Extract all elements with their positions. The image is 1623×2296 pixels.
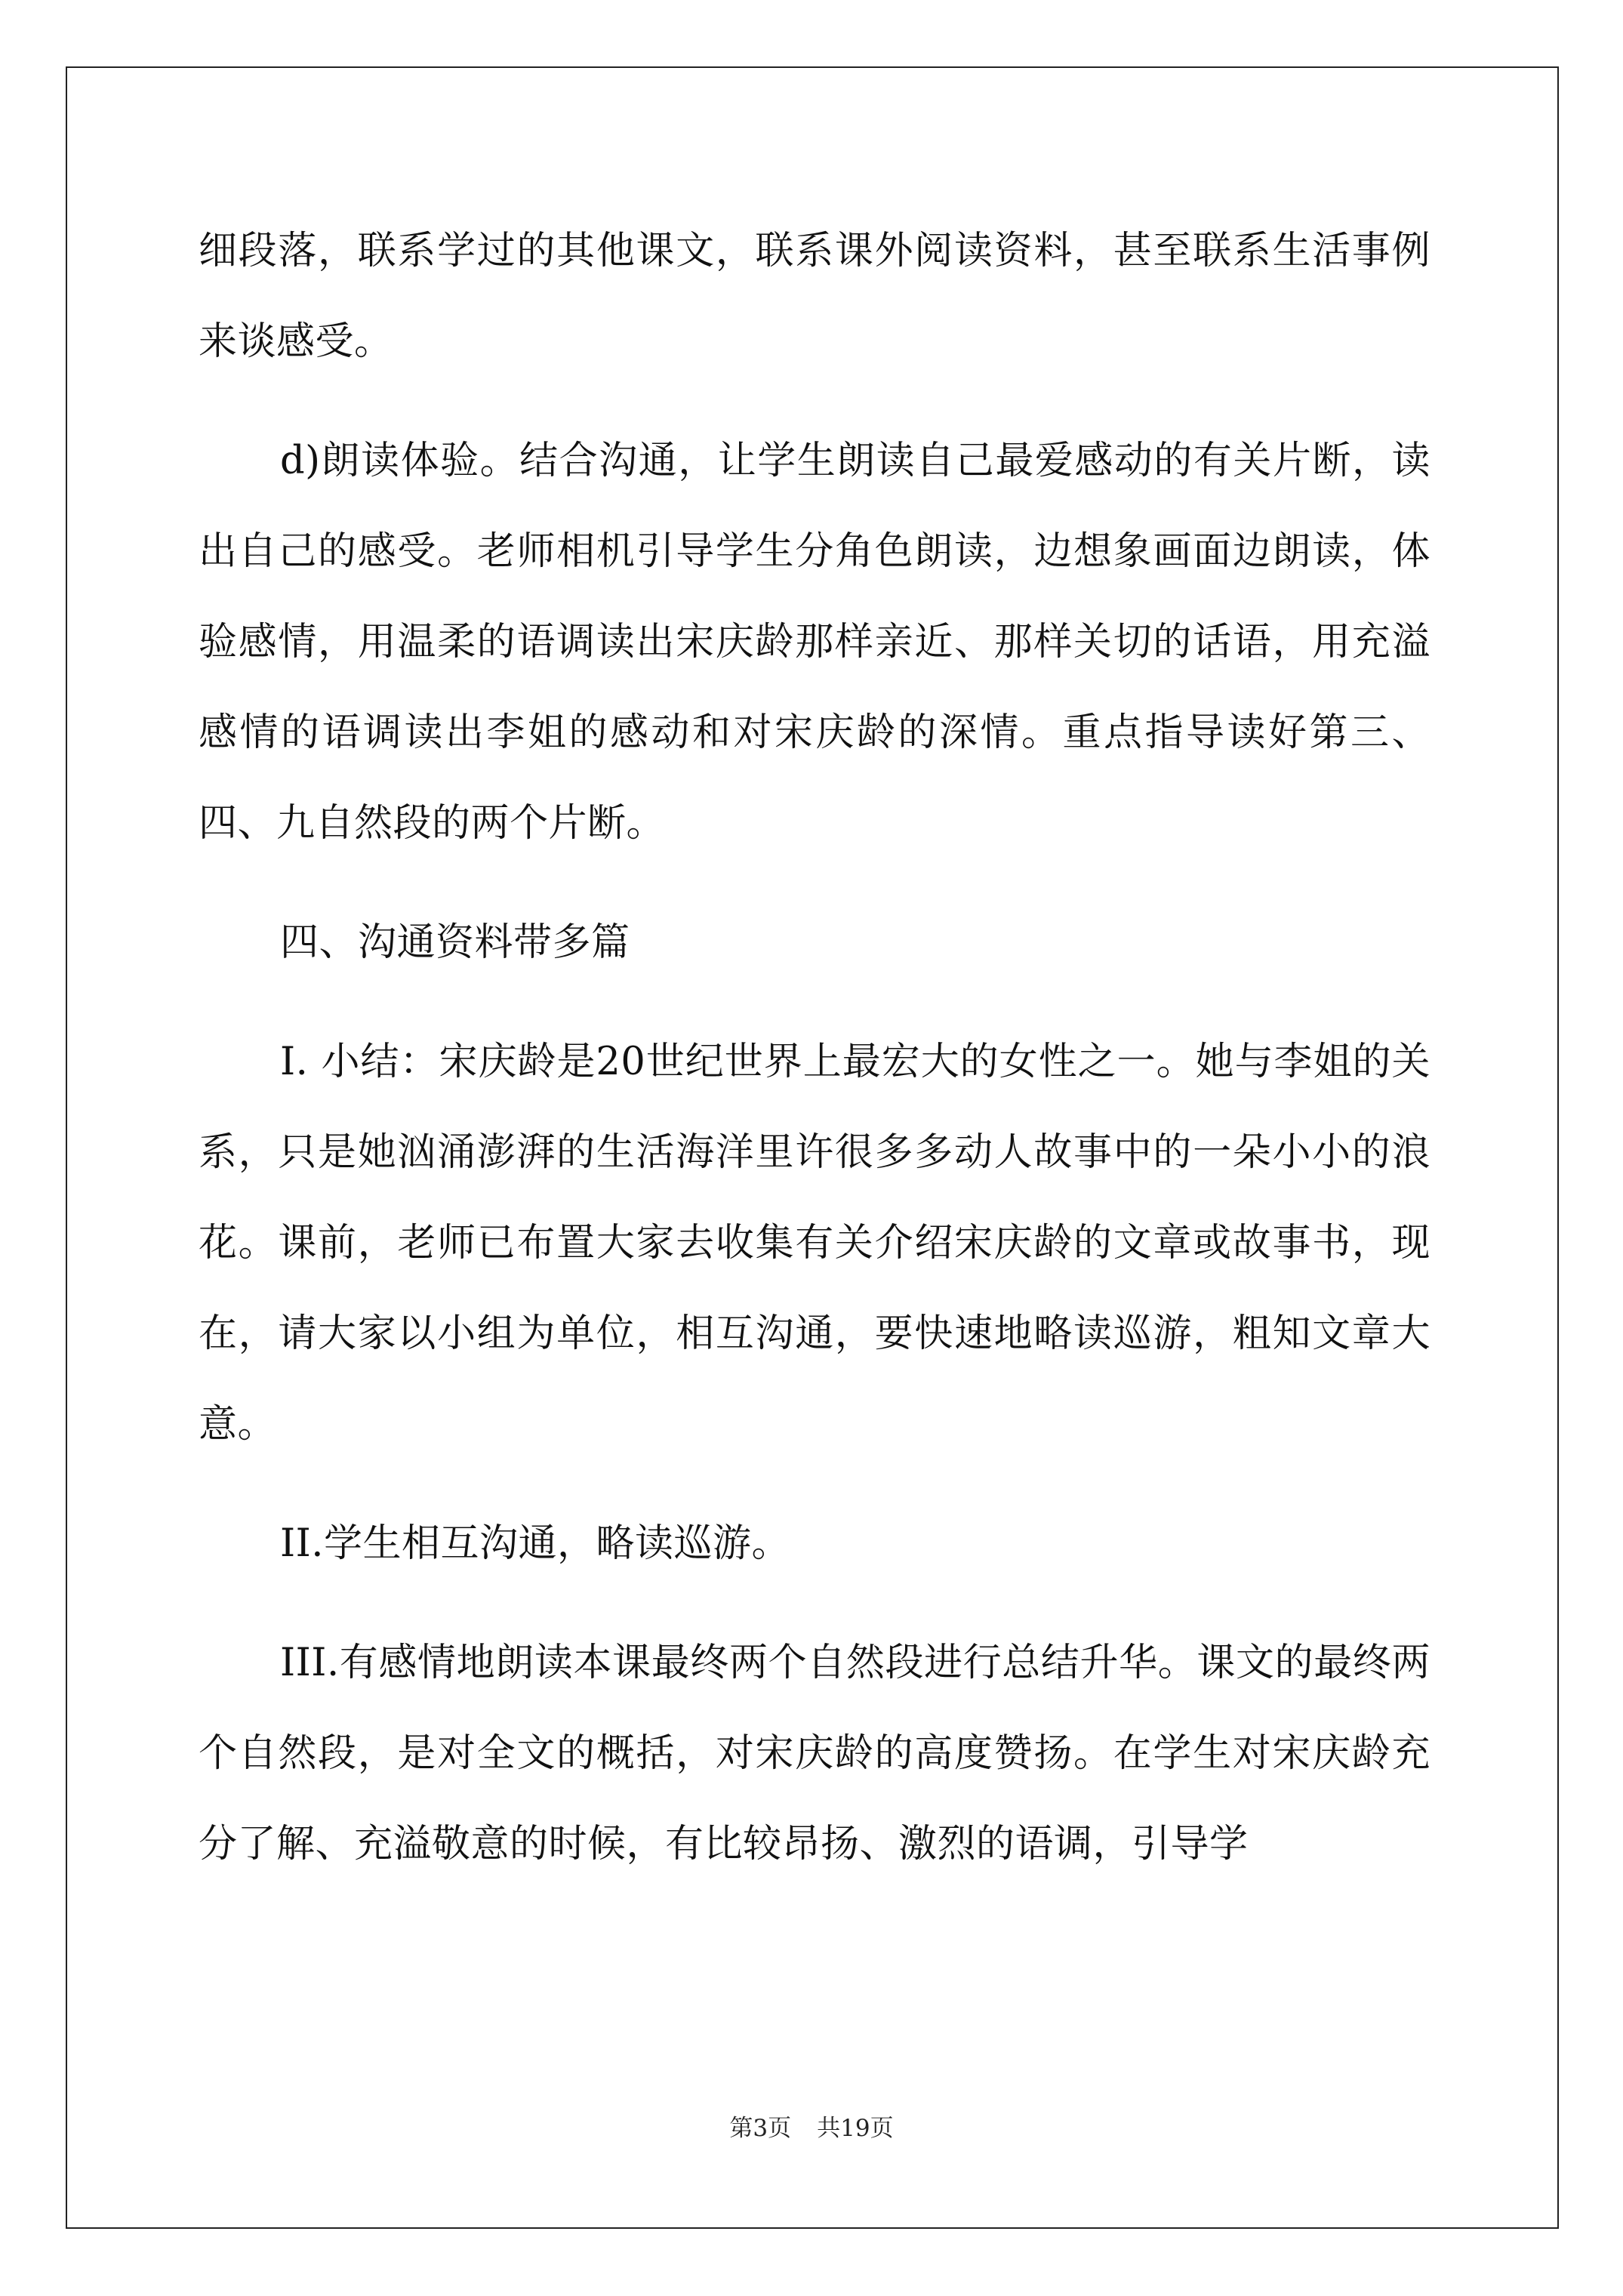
paragraph-2: d)朗读体验。结合沟通，让学生朗读自己最爱感动的有关片断，读出自己的感受。老师相机引导学生分角色朗读，边想象画面边朗读，体验感情，用温柔的语调读出宋庆龄那样亲近、那样关切的话语，用充溢感情的语调读出李姐的感动和对宋庆龄的深情。重点指导读好第三、四、九自然段的两个片断。	[199, 439, 1431, 846]
page-number: 第3页	[729, 2115, 792, 2142]
paragraph-4: II.学生相互沟通，略读巡游。	[280, 1521, 791, 1566]
section-heading: 四、沟通资料带多篇	[280, 920, 630, 965]
page-footer	[0, 2113, 1623, 2143]
paragraph-1: 细段落，联系学过的其他课文，联系课外阅读资料，甚至联系生活事例来谈感受。	[199, 229, 1431, 364]
paragraph-5: III.有感情地朗读本课最终两个自然段进行总结升华。课文的最终两个自然段，是对全文的概括，对宋庆龄的高度赞扬。在学生对宋庆龄充分了解、充溢敬意的时候，有比较昂扬、激烈的语调，引导学	[199, 1641, 1431, 1866]
paragraph-3: I. 小结：宋庆龄是20世纪世界上最宏大的女性之一。她与李姐的关系，只是她汹涌澎湃的生活海洋里许很多多动人故事中的一朵小小的浪花。课前，老师已布置大家去收集有关介绍宋庆龄的文章或故事书，现在，请大家以小组为单位，相互沟通，要快速地略读巡游，粗知文章大意。	[199, 1040, 1431, 1447]
document-body	[199, 206, 1431, 1918]
page-total: 共19页	[817, 2115, 894, 2142]
